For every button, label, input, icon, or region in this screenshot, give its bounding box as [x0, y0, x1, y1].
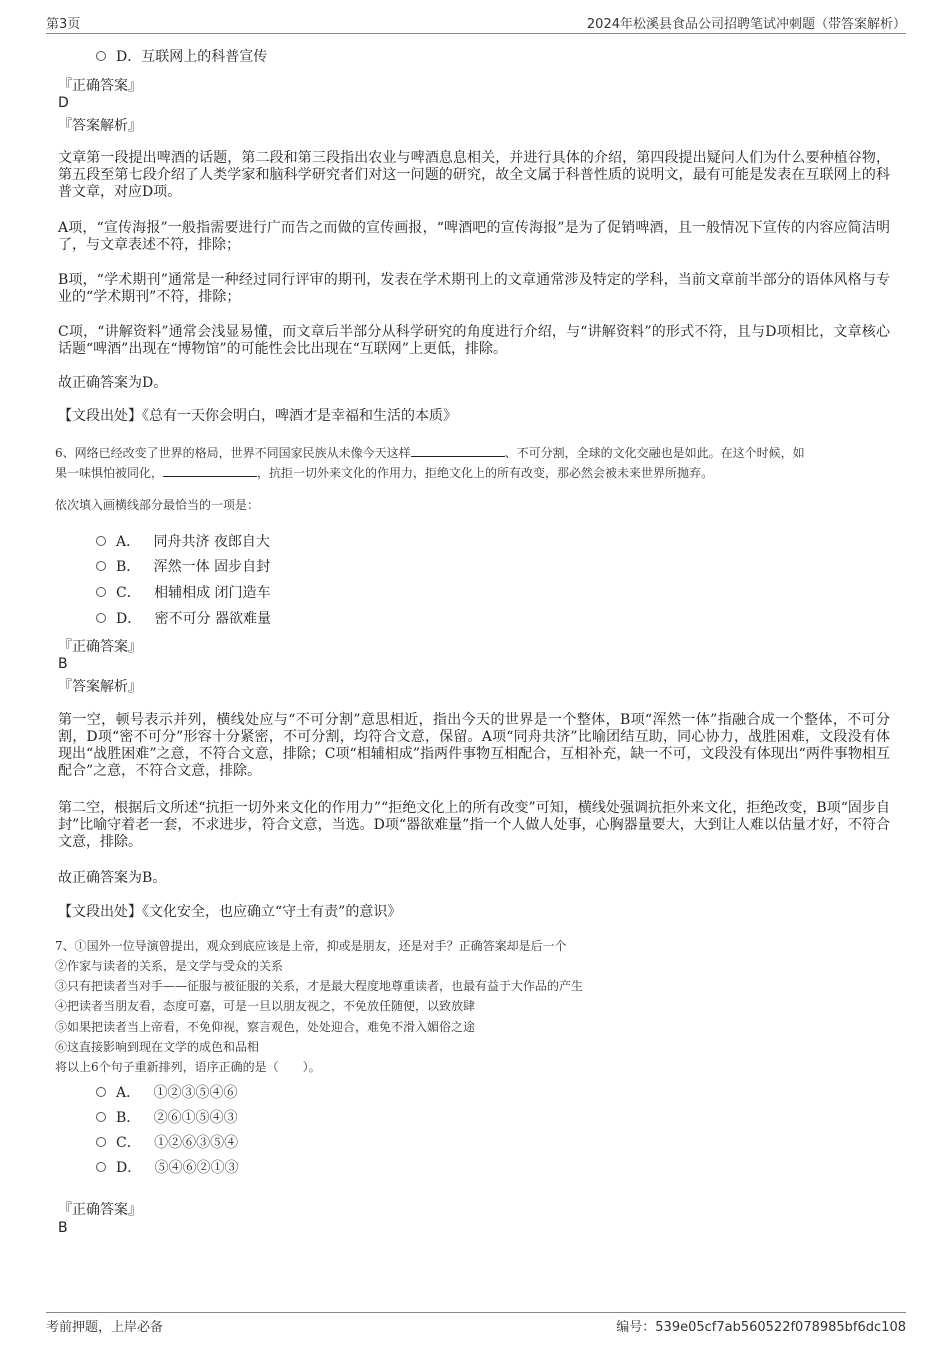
q6-stem: 6、网络已经改变了世界的格局，世界不同国家民族从未像今天这样 、不可分割，全球的文化交融也是如此。在这个时候，如 果一味惧怕被同化， ，抗拒一切外来文化的作用力，拒绝文化上的所有改变，那必然会被未来世界所抛弃。 — [55, 446, 805, 480]
q7-line: ④把读者当朋友看，态度可嘉，可是一旦以朋友视之，不免放任随便，以致放肆 — [55, 999, 476, 1013]
blank-line — [411, 444, 505, 457]
radio-icon[interactable] — [96, 1162, 106, 1172]
analysis-paragraph: A项，“宣传海报”一般指需要进行广而告之而做的宣传画报，“啤酒吧的宣传海报”是为了促销啤酒，且一般情况下宣传的内容应简洁明了，与文章表述不符，排除； — [58, 220, 890, 253]
q7-line: ②作家与读者的关系，是文学与受众的关系 — [55, 959, 284, 973]
q7-option-a[interactable]: A． ①②③⑤④⑥ — [96, 1084, 237, 1102]
page-number: 第3页 — [46, 17, 81, 32]
answer-label: 『正确答案』 — [58, 78, 142, 94]
document-title: 2024年松溪县食品公司招聘笔试冲刺题（带答案解析） — [586, 17, 906, 32]
q6-option-d[interactable]: D． 密不可分 器欲难量 — [96, 610, 271, 628]
q6-prompt: 依次填入画横线部分最恰当的一项是： — [55, 498, 260, 512]
analysis-paragraph: C项，“讲解资料”通常会浅显易懂，而文章后半部分从科学研究的角度进行介绍，与“讲解资料”的形式不符，且与D项相比，文章核心话题“啤酒”出现在“博物馆”的可能性会比出现在“互联网”上更低，排除。 — [58, 324, 890, 357]
radio-icon[interactable] — [96, 1087, 106, 1097]
q6-option-c[interactable]: C． 相辅相成 闭门造车 — [96, 584, 271, 602]
q7-prompt: 将以上6个句子重新排列，语序正确的是（ ）。 — [55, 1060, 321, 1074]
radio-icon[interactable] — [96, 51, 106, 61]
q7-option-b[interactable]: B． ②⑥①⑤④③ — [96, 1109, 238, 1127]
radio-icon[interactable] — [96, 536, 106, 546]
analysis-paragraph: 第二空，根据后文所述“抗拒一切外来文化的作用力”“拒绝文化上的所有改变”可知，横线处强调抗拒外来文化，拒绝改变，B项“固步自封”比喻守着老一套，不求进步，符合文意，当选。D项“器欲难量”指一个人做人处事，心胸器量要大，大到让人难以估量才好，不符合文意，排除。 — [58, 800, 890, 850]
radio-icon[interactable] — [96, 1137, 106, 1147]
q7-line: ⑤如果把读者当上帝看，不免仰视，察言观色，处处迎合，难免不滑入媚俗之途 — [55, 1020, 476, 1034]
q7-line: ③只有把读者当对手——征服与被征服的关系，才是最大程度地尊重读者，也最有益于大作品的产生 — [55, 979, 584, 993]
source-citation: 【文段出处】《总有一天你会明白，啤酒才是幸福和生活的本质》 — [58, 408, 457, 424]
answer-label: 『正确答案』 — [58, 1202, 142, 1218]
analysis-paragraph: B项，“学术期刊”通常是一种经过同行评审的期刊，发表在学术期刊上的文章通常涉及特定的学科，当前文章前半部分的语体风格与专业的“学术期刊”不符，排除； — [58, 272, 890, 305]
answer-value: B — [58, 656, 68, 672]
analysis-label: 『答案解析』 — [58, 679, 142, 695]
q7-line: ⑥这直接影响到现在文学的成色和品相 — [55, 1040, 260, 1054]
answer-value: B — [58, 1220, 68, 1236]
radio-icon[interactable] — [96, 1112, 106, 1122]
conclusion: 故正确答案为D。 — [58, 375, 168, 391]
q7-option-c[interactable]: C． ①②⑥③⑤④ — [96, 1134, 238, 1152]
page-footer — [46, 1312, 906, 1335]
q6-option-a[interactable]: A． 同舟共济 夜郎自大 — [96, 533, 270, 551]
blank-line — [163, 464, 257, 477]
radio-icon[interactable] — [96, 561, 106, 571]
q7-option-d[interactable]: D． ⑤④⑥②①③ — [96, 1159, 239, 1177]
answer-value: D — [58, 95, 69, 111]
source-citation: 【文段出处】《文化安全，也应确立“守土有责”的意识》 — [58, 904, 402, 920]
option-text: D．互联网上的科普宣传 — [116, 49, 268, 65]
footer-slogan: 考前押题，上岸必备 — [46, 1320, 164, 1335]
analysis-paragraph: 文章第一段提出啤酒的话题，第二段和第三段指出农业与啤酒息息相关，并进行具体的介绍，第四段提出疑问人们为什么要种植谷物，第五段至第七段介绍了人类学家和脑科学研究者们对这一问题的研究，故全文属于科普性质的说明文，最有可能是发表在互联网上的科普文章，对应D项。 — [58, 150, 890, 200]
answer-label: 『正确答案』 — [58, 639, 142, 655]
q6-option-b[interactable]: B． 浑然一体 固步自封 — [96, 558, 270, 576]
page-header — [46, 13, 906, 34]
analysis-label: 『答案解析』 — [58, 118, 142, 134]
q5-option-d[interactable] — [96, 48, 267, 66]
document-id: 编号：539e05cf7ab560522f078985bf6dc108 — [616, 1320, 906, 1335]
q7-line: 7、①国外一位导演曾提出，观众到底应该是上帝，抑或是朋友，还是对手？正确答案却是后一个 — [55, 939, 567, 953]
analysis-paragraph: 第一空，顿号表示并列，横线处应与“不可分割”意思相近，指出今天的世界是一个整体，B项“浑然一体”指融合成一个整体，不可分割，D项“密不可分”形容十分紧密，不可分割，均符合文意，保留。A项“同舟共济”比喻团结互助，同心协力，战胜困难，文段没有体现出“战胜困难”之意，不符合文意，排除；C项“相辅相成”指两件事物互相配合，互相补充，缺一不可，文段没有体现出“两件事物相互配合”之意，不符合文意，排除。 — [58, 712, 890, 779]
radio-icon[interactable] — [96, 613, 106, 623]
radio-icon[interactable] — [96, 587, 106, 597]
conclusion: 故正确答案为B。 — [58, 870, 167, 886]
